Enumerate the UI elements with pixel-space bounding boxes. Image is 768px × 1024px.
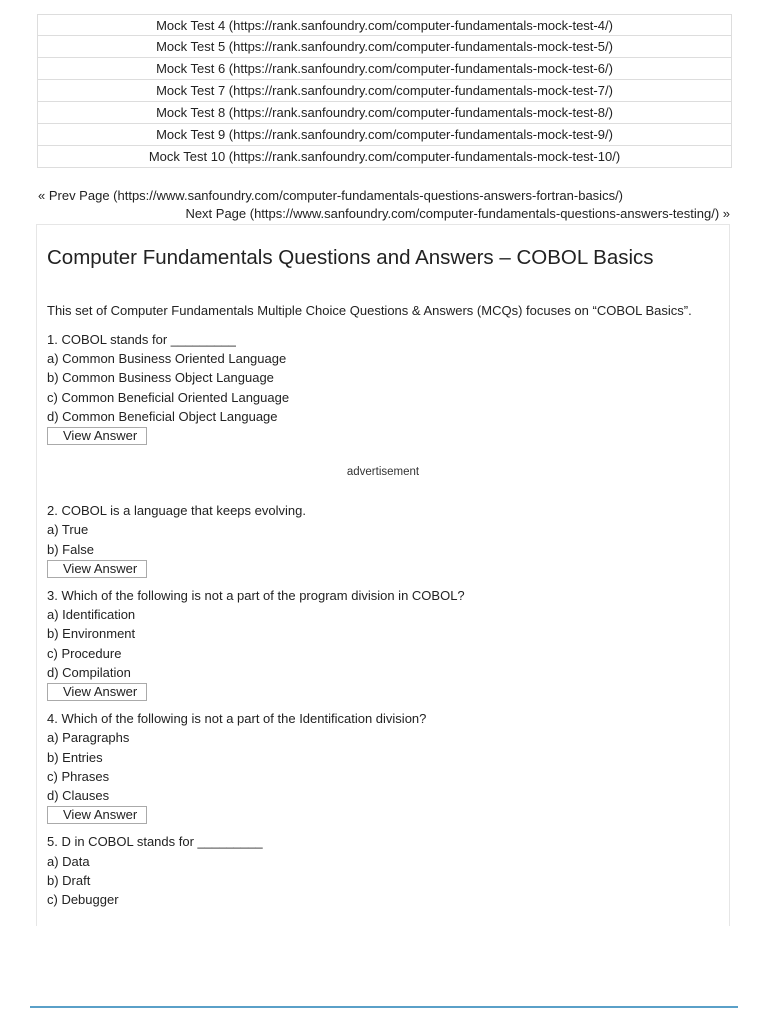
mock-test-link[interactable]: Mock Test 10 (https://rank.sanfoundry.com/computer-fundamentals-mock-test-10/) (37, 146, 732, 168)
option-a: a) True (47, 522, 89, 538)
option-d: d) Clauses (47, 788, 110, 804)
option-c: c) Debugger (47, 892, 119, 908)
next-page-link[interactable]: Next Page (https://www.sanfoundry.com/computer-fundamentals-questions-answers-testing/) » (185, 206, 730, 221)
question-text: 2. COBOL is a language that keeps evolving. (47, 503, 306, 519)
mock-test-link[interactable]: Mock Test 6 (https://rank.sanfoundry.com/computer-fundamentals-mock-test-6/) (37, 58, 732, 80)
option-b: b) Draft (47, 872, 91, 888)
mock-test-link[interactable]: Mock Test 9 (https://rank.sanfoundry.com/computer-fundamentals-mock-test-9/) (37, 124, 732, 146)
mock-test-list (37, 14, 732, 168)
option-a: a) Common Business Oriented Language (47, 351, 287, 367)
article-intro: This set of Computer Fundamentals Multiple Choice Questions & Answers (MCQs) focuses on “COBOL Basics”. (47, 303, 692, 318)
question-text: 3. Which of the following is not a part of the program division in COBOL? (47, 588, 465, 604)
article-title: Computer Fundamentals Questions and Answers – COBOL Basics (47, 246, 654, 269)
question-text: 1. COBOL stands for _________ (47, 332, 236, 347)
mock-test-link[interactable]: Mock Test 7 (https://rank.sanfoundry.com/computer-fundamentals-mock-test-7/) (37, 80, 732, 102)
view-answer-button[interactable]: View Answer (47, 560, 147, 578)
question-text: 4. Which of the following is not a part of the Identification division? (47, 711, 427, 727)
article-card (36, 224, 730, 926)
option-a: a) Paragraphs (47, 730, 130, 746)
question-4 (47, 709, 719, 824)
mock-test-link[interactable]: Mock Test 4 (https://rank.sanfoundry.com/computer-fundamentals-mock-test-4/) (37, 14, 732, 36)
view-answer-button[interactable]: View Answer (47, 427, 147, 445)
option-c: c) Phrases (47, 768, 110, 784)
option-a: a) Identification (47, 607, 136, 623)
option-c: c) Procedure (47, 645, 122, 661)
mock-test-link[interactable]: Mock Test 8 (https://rank.sanfoundry.com/computer-fundamentals-mock-test-8/) (37, 102, 732, 124)
option-b: b) False (47, 541, 94, 557)
option-b: b) Environment (47, 626, 136, 642)
view-answer-button[interactable]: View Answer (47, 683, 147, 701)
prev-page-link[interactable]: « Prev Page (https://www.sanfoundry.com/computer-fundamentals-questions-answers-fortran-basics/) (38, 188, 624, 203)
question-5 (47, 832, 719, 909)
advertisement-label: advertisement (346, 466, 420, 479)
option-b: b) Common Business Object Language (47, 370, 274, 386)
bottom-divider (30, 1006, 738, 1008)
question-text: 5. D in COBOL stands for _________ (47, 834, 263, 850)
option-d: d) Compilation (47, 664, 131, 680)
view-answer-button[interactable]: View Answer (47, 806, 147, 824)
option-d: d) Common Beneficial Object Language (47, 408, 278, 424)
option-b: b) Entries (47, 749, 103, 765)
bottom-blank-area (30, 926, 738, 1008)
option-c: c) Common Beneficial Oriented Language (47, 389, 290, 405)
mock-test-link[interactable]: Mock Test 5 (https://rank.sanfoundry.com/computer-fundamentals-mock-test-5/) (37, 36, 732, 58)
question-3 (47, 586, 719, 701)
option-a: a) Data (47, 853, 90, 869)
question-1 (47, 330, 719, 445)
question-2 (47, 501, 719, 578)
